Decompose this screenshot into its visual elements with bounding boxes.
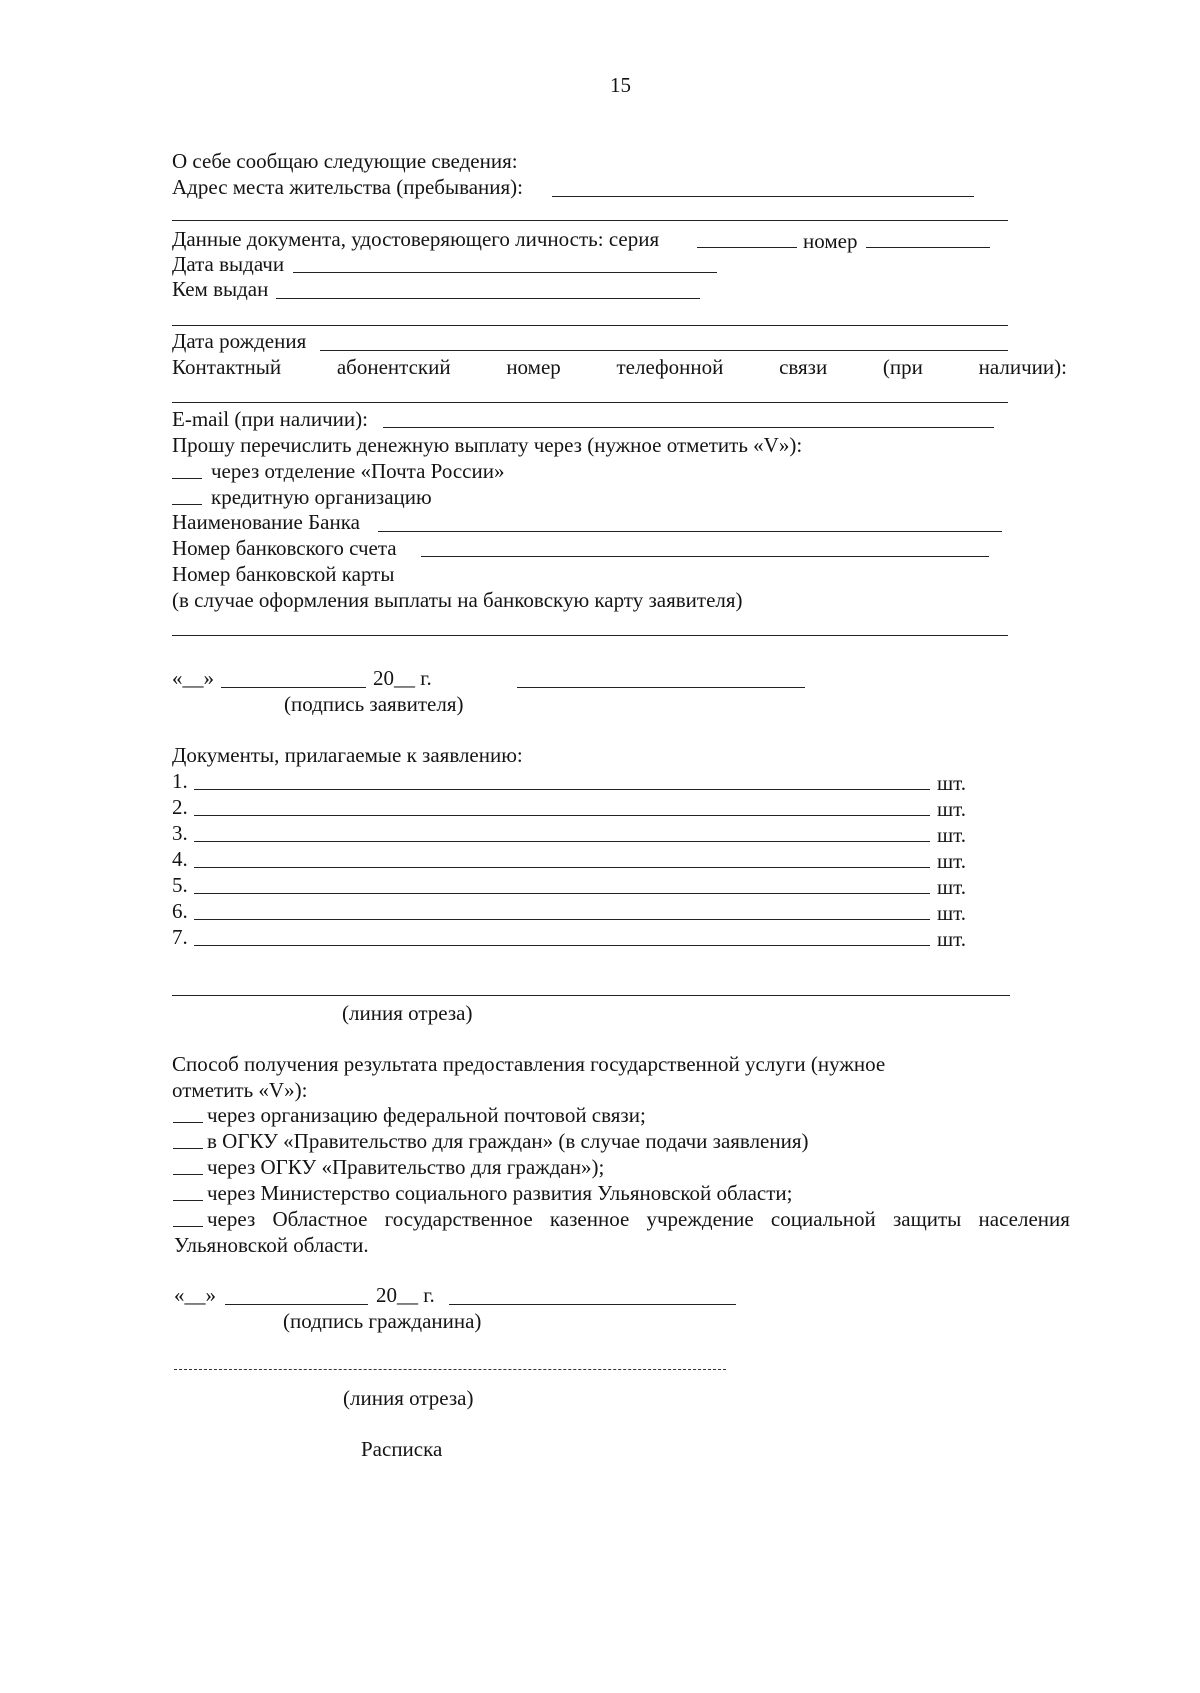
account-label: Номер банковского счета	[172, 536, 397, 560]
bank-name-label: Наименование Банка	[172, 510, 360, 534]
result-last-option-word: социальной	[770, 1207, 876, 1231]
issued-by-label: Кем выдан	[172, 277, 269, 301]
result-last-option-word: учреждение	[646, 1207, 754, 1231]
doc-item-field[interactable]	[194, 893, 930, 894]
option-post-label: через отделение «Почта России»	[211, 459, 505, 483]
result-option-checkbox[interactable]	[173, 1174, 203, 1175]
result-option-checkbox[interactable]	[173, 1200, 203, 1201]
doc-item-number: 6.	[172, 899, 188, 923]
phone-word: телефонной	[616, 355, 724, 379]
doc-item-field[interactable]	[194, 789, 930, 790]
sig2-caption: (подпись гражданина)	[283, 1309, 482, 1333]
result-option-label: в ОГКУ «Правительство для граждан» (в случае подачи заявления)	[207, 1129, 809, 1153]
doc-item-field[interactable]	[194, 841, 930, 842]
id-doc-label: Данные документа, удостоверяющего личность: серия	[172, 227, 660, 251]
option-credit-checkbox[interactable]	[172, 504, 202, 505]
issued-by-field[interactable]	[276, 298, 700, 299]
issued-by-field-continued[interactable]	[172, 325, 1008, 326]
option-credit-label: кредитную организацию	[211, 485, 432, 509]
birth-date-field[interactable]	[320, 350, 1008, 351]
cut-line-1-caption: (линия отреза)	[342, 1001, 473, 1025]
doc-item-field[interactable]	[194, 919, 930, 920]
cut-line-2	[174, 1369, 726, 1370]
issue-date-field[interactable]	[293, 272, 717, 273]
result-heading-line1: Способ получения результата предоставления государственной услуги (нужное	[172, 1052, 886, 1076]
email-label: E-mail (при наличии):	[172, 407, 368, 431]
doc-item-unit: шт.	[937, 771, 967, 795]
option-post-checkbox[interactable]	[172, 478, 202, 479]
phone-word: (при	[882, 355, 923, 379]
result-last-option-word: казенное	[549, 1207, 630, 1231]
sig1-caption: (подпись заявителя)	[284, 692, 464, 716]
doc-item-number: 7.	[172, 925, 188, 949]
doc-item-unit: шт.	[937, 901, 967, 925]
sig1-date-day: «__»	[172, 666, 214, 690]
about-heading: О себе сообщаю следующие сведения:	[172, 149, 518, 173]
birth-date-label: Дата рождения	[172, 329, 307, 353]
address-field-continued[interactable]	[172, 220, 1008, 221]
sig2-date-day: «__»	[174, 1283, 216, 1307]
phone-word: номер	[506, 355, 561, 379]
result-last-option-word: через	[207, 1207, 256, 1231]
doc-item-unit: шт.	[937, 797, 967, 821]
page-number: 15	[610, 73, 631, 97]
cut-line-2-caption: (линия отреза)	[343, 1386, 474, 1410]
payment-request-text: Прошу перечислить денежную выплату через (нужное отметить «V»):	[172, 433, 803, 457]
address-field[interactable]	[552, 196, 974, 197]
result-last-option-word: населения	[978, 1207, 1070, 1231]
result-option-checkbox[interactable]	[173, 1226, 203, 1227]
sig1-date-month-field[interactable]	[221, 687, 366, 688]
sig1-signature-field[interactable]	[517, 687, 805, 688]
phone-word: абонентский	[336, 355, 451, 379]
documents-heading: Документы, прилагаемые к заявлению:	[172, 743, 523, 767]
doc-item-unit: шт.	[937, 875, 967, 899]
sig2-date-month-field[interactable]	[225, 1304, 368, 1305]
doc-item-field[interactable]	[194, 815, 930, 816]
doc-item-unit: шт.	[937, 927, 967, 951]
card-field[interactable]	[172, 635, 1008, 636]
id-series-field[interactable]	[697, 247, 797, 248]
phone-word: наличии):	[978, 355, 1067, 379]
doc-item-number: 3.	[172, 821, 188, 845]
phone-label	[172, 355, 1067, 380]
phone-word: связи	[779, 355, 828, 379]
sig2-year: 20__ г.	[376, 1283, 435, 1307]
doc-item-number: 1.	[172, 769, 188, 793]
result-last-option-word: государственное	[384, 1207, 533, 1231]
doc-item-unit: шт.	[937, 823, 967, 847]
bank-name-field[interactable]	[378, 531, 1002, 532]
address-label: Адрес места жительства (пребывания):	[172, 175, 524, 199]
id-number-label: номер	[803, 229, 858, 253]
id-number-field[interactable]	[866, 247, 990, 248]
result-option-checkbox[interactable]	[173, 1148, 203, 1149]
doc-item-number: 5.	[172, 873, 188, 897]
phone-field[interactable]	[172, 402, 1008, 403]
card-label: Номер банковской карты	[172, 562, 395, 586]
result-option-label: через Министерство социального развития Ульяновской области;	[207, 1181, 793, 1205]
result-last-option-word: Областное	[272, 1207, 368, 1231]
sig2-signature-field[interactable]	[449, 1304, 736, 1305]
result-option-label: через ОГКУ «Правительство для граждан»);	[207, 1155, 605, 1179]
doc-item-number: 2.	[172, 795, 188, 819]
result-option-checkbox[interactable]	[173, 1122, 203, 1123]
account-field[interactable]	[421, 556, 989, 557]
card-note: (в случае оформления выплаты на банковскую карту заявителя)	[172, 588, 743, 612]
sig1-year: 20__ г.	[373, 666, 432, 690]
cut-line-1	[172, 995, 1010, 996]
phone-word: Контактный	[172, 355, 282, 379]
receipt-title: Расписка	[361, 1437, 443, 1461]
email-field[interactable]	[383, 427, 994, 428]
issue-date-label: Дата выдачи	[172, 252, 285, 276]
doc-item-field[interactable]	[194, 867, 930, 868]
doc-item-unit: шт.	[937, 849, 967, 873]
doc-item-field[interactable]	[194, 945, 930, 946]
result-last-option-label	[207, 1207, 1070, 1232]
result-heading-line2: отметить «V»):	[172, 1078, 308, 1102]
doc-item-number: 4.	[172, 847, 188, 871]
result-last-option-line2: Ульяновской области.	[174, 1233, 369, 1257]
result-last-option-word: защиты	[892, 1207, 962, 1231]
result-option-label: через организацию федеральной почтовой связи;	[207, 1103, 646, 1127]
